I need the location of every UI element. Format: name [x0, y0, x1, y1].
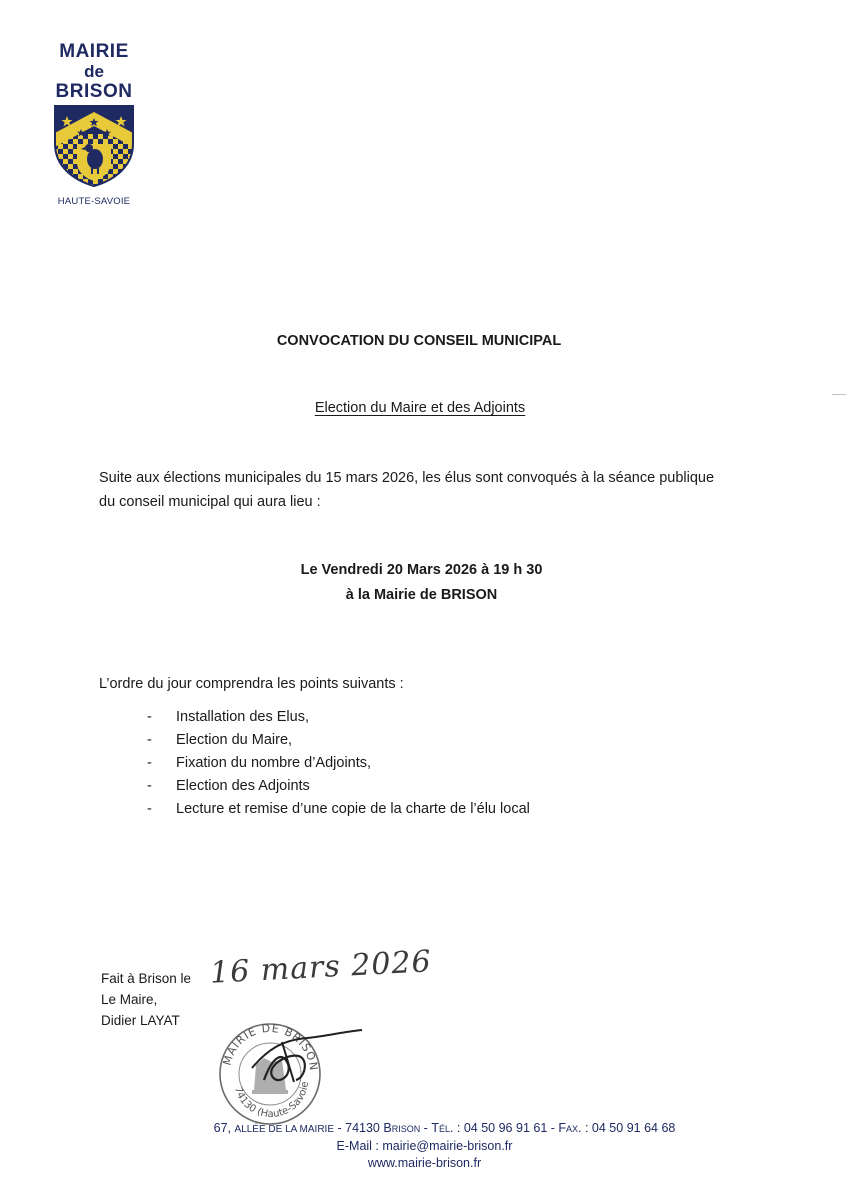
- meeting-place: à la Mairie de BRISON: [345, 587, 498, 603]
- official-stamp-icon: [212, 1020, 372, 1125]
- agenda-intro: L’ordre du jour comprendra les points suivants :: [99, 676, 404, 692]
- footer-sep: -: [420, 1121, 432, 1135]
- logo-region: HAUTE-SAVOIE: [57, 196, 131, 207]
- footer-website[interactable]: www.mairie-brison.fr: [367, 1156, 482, 1170]
- document-title: CONVOCATION DU CONSEIL MUNICIPAL: [276, 333, 562, 349]
- intro-paragraph: Suite aux élections municipales du 15 mars 2026, les élus sont convoqués à la séance publique du conseil municipal qui aura lieu :: [99, 470, 715, 510]
- signatory-name: Didier LAYAT: [101, 1013, 180, 1028]
- footer-tel-label: Tél.: [431, 1121, 454, 1135]
- coat-of-arms-icon: [53, 104, 135, 188]
- agenda-item-text: Election du Maire,: [176, 732, 293, 748]
- footer-fax-label: Fax.: [558, 1121, 582, 1135]
- signature-block: [101, 968, 191, 1031]
- footer-fax-value: : 04 50 91 64 68: [581, 1121, 676, 1135]
- meeting-details: [0, 558, 843, 608]
- mairie-logo: [46, 42, 142, 207]
- footer-address: [0, 1120, 849, 1138]
- footer-address-street: ALLÉE DE LA MAIRIE: [234, 1124, 335, 1135]
- agenda-dash: -: [147, 755, 152, 771]
- document-subtitle: [0, 400, 840, 416]
- footer-city: Brison: [383, 1121, 421, 1135]
- agenda-dash: -: [147, 732, 152, 748]
- page-footer: [0, 1120, 849, 1172]
- handwritten-date: 16 mars 2026: [209, 944, 433, 991]
- footer-address-sep: - 74130: [334, 1121, 384, 1135]
- agenda-list: [147, 706, 530, 821]
- agenda-item-text: Lecture et remise d’une copie de la charte de l’élu local: [176, 801, 530, 817]
- footer-address-number: 67,: [213, 1121, 232, 1135]
- agenda-dash: -: [147, 801, 152, 817]
- agenda-item: [147, 752, 530, 775]
- agenda-item-text: Fixation du nombre d’Adjoints,: [176, 755, 372, 771]
- stamp-top-text: MAIRIE DE BRISON: [220, 1021, 321, 1072]
- agenda-item-text: Installation des Elus,: [176, 709, 309, 725]
- footer-tel-value: : 04 50 96 91 61 -: [453, 1121, 559, 1135]
- logo-line-brison: BRISON: [55, 81, 133, 102]
- agenda-item: [147, 798, 530, 821]
- footer-email[interactable]: E-Mail : mairie@mairie-brison.fr: [336, 1139, 513, 1153]
- agenda-item: [147, 775, 530, 798]
- meeting-date: Le Vendredi 20 Mars 2026 à 19 h 30: [300, 562, 543, 578]
- place-label: Fait à Brison le: [101, 971, 192, 986]
- agenda-item: [147, 706, 530, 729]
- signatory-role: Le Maire,: [101, 992, 158, 1007]
- agenda-dash: -: [147, 778, 152, 794]
- stamp-bottom-text: 74130 (Haute-Savoie: [231, 1080, 312, 1121]
- agenda-item-text: Election des Adjoints: [176, 778, 310, 794]
- document-subtitle-text: Election du Maire et des Adjoints: [314, 400, 526, 416]
- agenda-item: [147, 729, 530, 752]
- logo-line-mairie: MAIRIE: [59, 41, 129, 62]
- scan-edge-mark: [832, 394, 846, 395]
- agenda-dash: -: [147, 709, 152, 725]
- logo-line-de: de: [84, 62, 104, 81]
